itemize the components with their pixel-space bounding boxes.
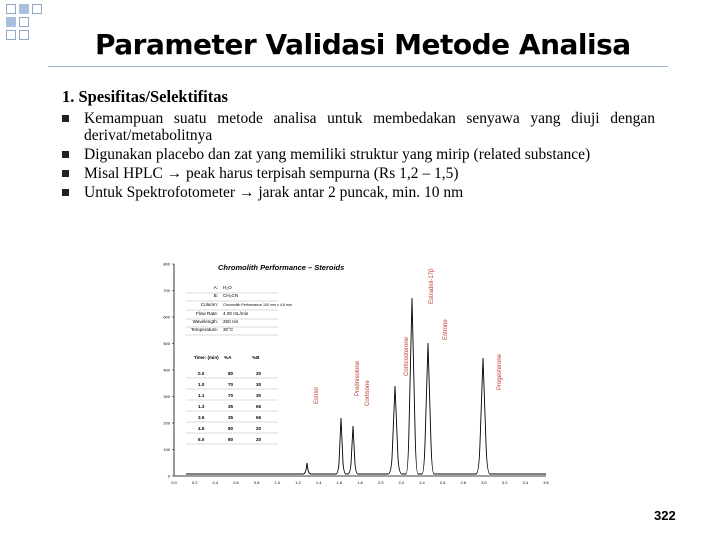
- peak-label-estriol: Estriol: [314, 387, 320, 404]
- x-tick-label: 3.2: [501, 480, 508, 485]
- square-bullet-icon: [62, 115, 69, 122]
- gradient-header: %A: [224, 355, 232, 360]
- corner-decoration: [0, 0, 60, 50]
- gradient-cell: 35: [228, 415, 234, 420]
- peak-label-corticosterone: Corticosterone: [404, 336, 410, 376]
- x-tick-label: 0.2: [191, 480, 198, 485]
- gradient-cell: 20: [256, 437, 262, 442]
- condition-value: 250 nm: [223, 319, 239, 324]
- x-tick-label: 0.6: [233, 480, 239, 485]
- condition-value: H₂O: [223, 285, 232, 290]
- x-tick-label: 2.8: [460, 480, 467, 485]
- gradient-cell: 80: [228, 437, 234, 442]
- x-tick-label: 0.8: [253, 480, 260, 485]
- gradient-cell: 30: [256, 382, 262, 387]
- bullet-list: [62, 110, 655, 203]
- x-tick-label: 1.4: [315, 480, 322, 485]
- gradient-cell: 70: [228, 382, 234, 387]
- bullet-item: [62, 146, 655, 163]
- x-tick-label: 1.0: [274, 480, 281, 485]
- gradient-cell: 4.6: [198, 426, 205, 431]
- x-tick-label: 3.0: [481, 480, 487, 485]
- x-tick-group: [171, 480, 549, 485]
- gradient-cell: 20: [256, 426, 262, 431]
- y-tick-label: 800: [163, 261, 170, 267]
- condition-value: Chromolith Performance 100 mm x 4.6 mm: [223, 303, 292, 307]
- x-tick-label: 1.8: [357, 480, 363, 485]
- condition-value: 30°C: [223, 327, 234, 332]
- condition-label: Wavelength:: [192, 319, 218, 324]
- y-tick-label: 500: [163, 341, 170, 346]
- page-number: 322: [654, 508, 676, 523]
- y-tick-label: 600: [163, 314, 170, 320]
- x-tick-label: 2.0: [377, 480, 384, 485]
- peak-label-cortisone: Cortisone: [365, 380, 371, 406]
- condition-value: CH₃CN: [223, 293, 239, 298]
- gradient-cell: 1.1: [198, 393, 205, 398]
- chromatogram-image: [158, 258, 550, 490]
- gradient-cell: 20: [256, 371, 262, 376]
- x-tick-label: 1.2: [295, 480, 301, 485]
- condition-label: B:: [213, 293, 218, 298]
- section-heading: 1. Spesifitas/Selektifitas: [62, 87, 228, 106]
- bullet-item: [62, 165, 655, 182]
- slide-title: Parameter Validasi Metode Analisa: [95, 28, 631, 61]
- condition-label: Flow Rate:: [196, 311, 218, 316]
- x-tick-label: 0.0: [171, 480, 177, 485]
- chromatogram-title: Chromolith Performance – Steroids: [218, 263, 345, 272]
- condition-label: A:: [213, 285, 218, 290]
- gradient-header: Time: (min): [194, 355, 219, 360]
- y-tick-label: 200: [163, 420, 170, 426]
- y-tick-label: 100: [163, 447, 170, 452]
- bullet-text: Untuk Spektrofotometer → jarak antar 2 puncak, min. 10 nm: [84, 184, 464, 201]
- title-divider: [48, 66, 668, 67]
- bullet-item: [62, 184, 655, 201]
- bullet-text: Misal HPLC → peak harus terpisah sempurna (Rs 1,2 – 1,5): [84, 165, 459, 182]
- gradient-cell: 3.6: [198, 415, 205, 420]
- bullet-text: Kemampuan suatu metode analisa untuk membedakan senyawa yang diuji dengan derivat/metabolitnya: [84, 110, 655, 144]
- gradient-cell: 70: [228, 393, 234, 398]
- condition-label: Temperature:: [190, 327, 218, 332]
- condition-value: 4.00 mL/min: [223, 311, 249, 316]
- square-bullet-icon: [62, 151, 69, 158]
- gradient-cell: 80: [228, 371, 234, 376]
- square-bullet-icon: [62, 170, 69, 177]
- gradient-cell: 1.0: [198, 382, 205, 387]
- x-tick-label: 1.6: [336, 480, 343, 485]
- gradient-cell: 1.3: [198, 404, 205, 409]
- bullet-text: Digunakan placebo dan zat yang memiliki struktur yang mirip (related substance): [84, 146, 591, 163]
- x-tick-label: 0.4: [212, 480, 219, 485]
- gradient-cell: 65: [256, 404, 262, 409]
- y-tick-label: 300: [163, 394, 170, 399]
- gradient-cell: 30: [256, 393, 262, 398]
- condition-label: Column:: [200, 302, 218, 307]
- bullet-item: [62, 110, 655, 144]
- y-tick-label: 400: [163, 367, 170, 373]
- peak-label-estradiol: Estradiol-17β: [429, 268, 435, 304]
- y-tick-label: 0: [167, 473, 170, 479]
- gradient-header: %B: [252, 355, 260, 360]
- square-bullet-icon: [62, 189, 69, 196]
- gradient-cell: 80: [228, 426, 234, 431]
- x-tick-label: 2.2: [398, 480, 405, 485]
- x-tick-label: 3.6: [543, 480, 549, 485]
- y-tick-group: [163, 262, 174, 479]
- y-tick-label: 700: [163, 288, 170, 293]
- gradient-cell: 35: [228, 404, 234, 409]
- gradient-cell: 0.0: [198, 371, 205, 376]
- peak-label-estrone: Estrone: [443, 319, 449, 340]
- peak-label-progesterone: Progesterone: [497, 353, 503, 390]
- x-tick-label: 2.4: [419, 480, 425, 485]
- gradient-cell: 65: [256, 415, 262, 420]
- peak-label-prednisolone: Prednisolone: [355, 360, 361, 396]
- x-tick-label: 2.6: [439, 480, 446, 485]
- gradient-cell: 6.0: [198, 437, 205, 442]
- x-tick-label: 3.4: [522, 480, 529, 485]
